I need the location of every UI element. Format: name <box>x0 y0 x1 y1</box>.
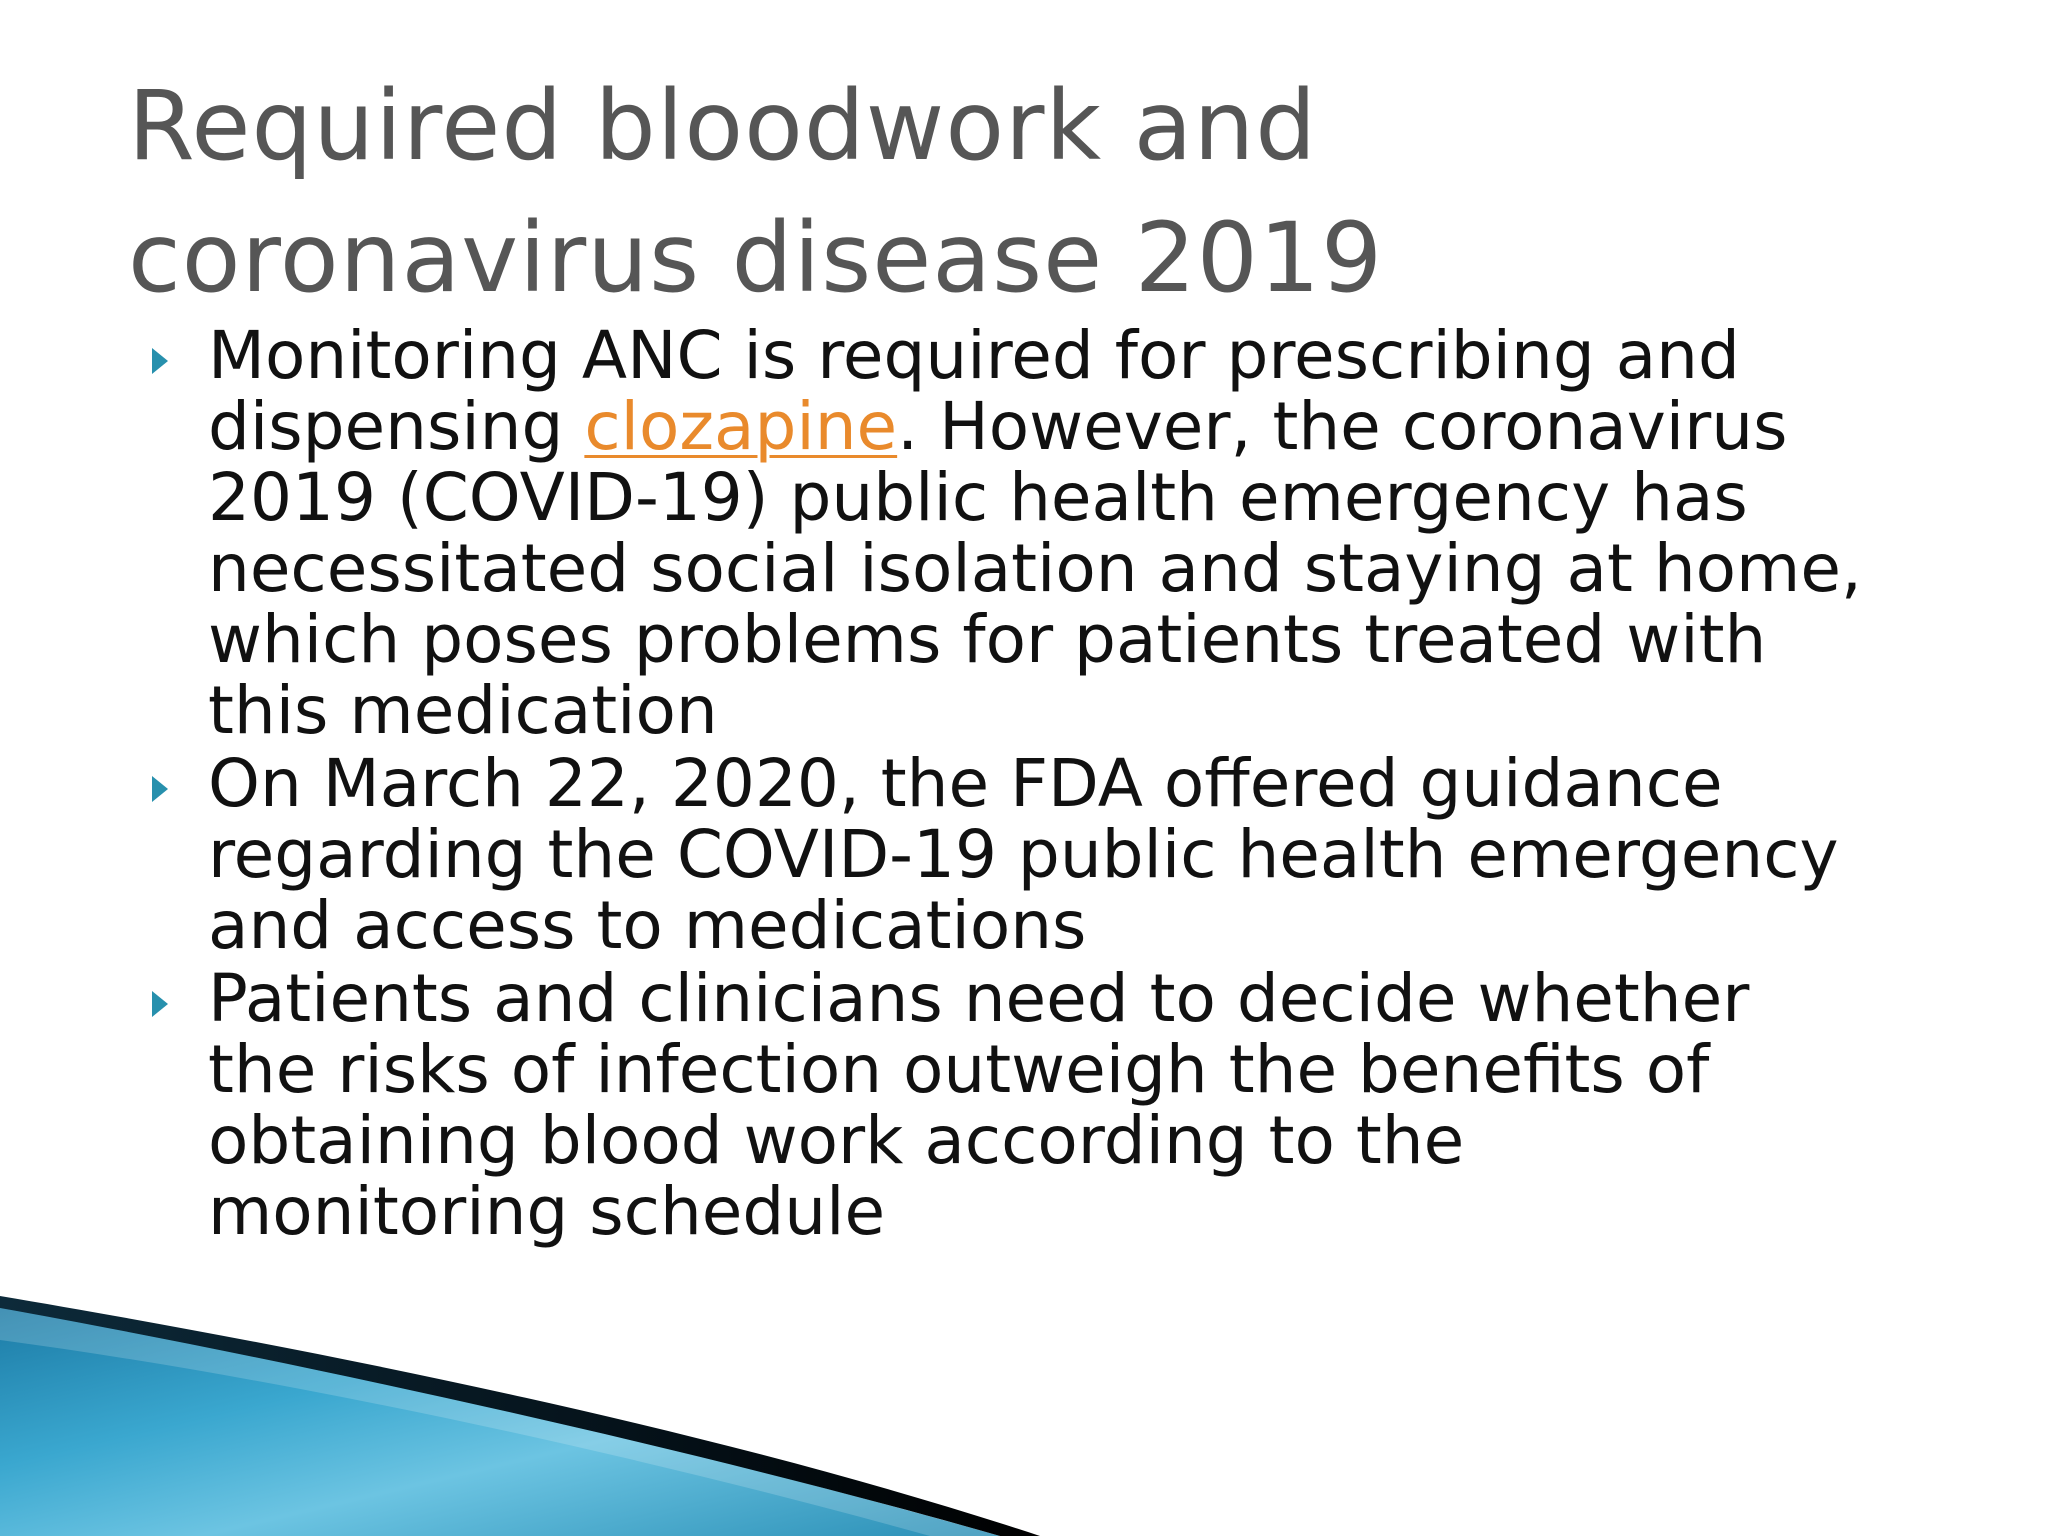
bullet-list <box>140 317 1940 1250</box>
bullet-text: . However, the coronavirus <box>897 388 1788 465</box>
bullet-line: On March 22, 2020, the FDA offered guidance <box>208 745 1723 822</box>
bullet-line <box>208 388 1940 465</box>
bullet-text: dispensing <box>208 388 585 465</box>
clozapine-link[interactable]: clozapine <box>584 388 898 465</box>
bullet-line: necessitated social isolation and staying at home, <box>208 530 1862 607</box>
triangle-bullet-icon <box>152 776 168 802</box>
slide-title-line-2: coronavirus disease 2019 <box>128 202 1384 314</box>
bullet-line: which poses problems for patients treated with <box>208 601 1767 678</box>
triangle-bullet-icon <box>152 991 168 1017</box>
bullet-line: 2019 (COVID-19) public health emergency has <box>208 459 1748 536</box>
bullet-line: this medication <box>208 672 718 749</box>
bullet-line: and access to medications <box>208 887 1087 964</box>
bullet-line: the risks of infection outweigh the benefits of <box>208 1031 1710 1108</box>
bullet-line: Monitoring ANC is required for prescribing and <box>208 317 1740 394</box>
bullet-item-patient-decision <box>140 960 1940 1250</box>
slide-title <box>128 60 1928 324</box>
bullet-line: obtaining blood work according to the <box>208 1102 1465 1179</box>
bullet-line: Patients and clinicians need to decide whether <box>208 960 1750 1037</box>
triangle-bullet-icon <box>152 348 168 374</box>
bullet-line: monitoring schedule <box>208 1173 886 1250</box>
slide-title-line-1: Required bloodwork and <box>128 70 1318 182</box>
decorative-wave-shape <box>0 1280 2048 1536</box>
bullet-item-fda-guidance <box>140 745 1940 964</box>
bullet-item-anc-monitoring <box>140 317 1940 749</box>
bullet-line: regarding the COVID-19 public health emergency <box>208 816 1839 893</box>
